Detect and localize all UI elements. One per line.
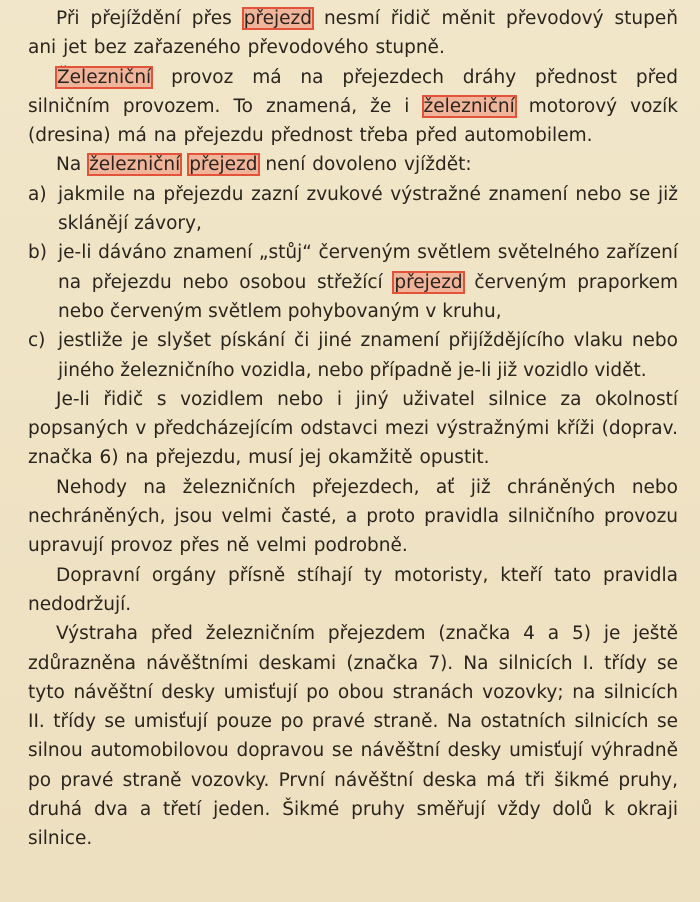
text-run: není dovoleno vjíždět: <box>258 154 472 176</box>
list-item-text <box>58 326 678 385</box>
text-run: nesmí řidič měnit převodový stupeň ani jet bez zařazeného převodového stupně. <box>28 8 678 59</box>
list-item-text <box>58 180 678 239</box>
list-item-text <box>58 238 678 326</box>
text-run: Výstraha před železničním přejezdem (značka 4 a 5) je ještě zdůrazněna návěštními deskami (značka 7). Na silnicích I. třídy se tyto návěštní desky umisťují po obou stranách vozovky; na silnicích II. třídy se umisťují pouze po pravé straně. Na ostatních silnicích se silnou automobilovou dopravou se návěštní desky umisťují výhradně po pravé straně vozovky. První návěštní deska má tři šikmé pruhy, druhá dva a třetí jeden. Šikmé pruhy směřují vždy dolů k okraji silnice. <box>28 623 678 850</box>
list-item-marker: a) <box>28 183 47 205</box>
text-run: provoz má na přejezdech dráhy přednost před silničním provozem. To znamená, že i <box>28 66 678 117</box>
list-item <box>28 180 678 239</box>
paragraph <box>28 619 678 853</box>
list-item-marker: c) <box>28 330 46 352</box>
text-run: Na <box>56 154 89 176</box>
paragraph <box>28 63 678 151</box>
text-run: jakmile na přejezdu zazní zvukové výstražné znamení nebo se již sklánějí závory, <box>58 183 678 235</box>
text-run: Nehody na železničních přejezdech, ať již chráněných nebo nechráněných, jsou velmi časté, a proto pravidla silničního provozu upravují provoz přes ně velmi podrobně. <box>28 476 678 557</box>
highlighted-term: přejezd <box>243 8 312 29</box>
paragraph <box>28 385 678 473</box>
text-run: jestliže je slyšet pískání či jiné znamení přijíždějícího vlaku nebo jiného železničního vozidla, nebo případně je-li již vozidlo vidět. <box>58 330 678 381</box>
text-run: Při přejíždění přes <box>56 8 243 29</box>
highlighted-term: Železniční <box>57 66 152 88</box>
highlighted-term: železniční <box>89 154 181 176</box>
highlighted-term: železniční <box>423 95 515 117</box>
highlighted-term: přejezd <box>189 154 258 176</box>
text-run: Je-li řidič s vozidlem nebo i jiný uživatel silnice za okolností popsaných v předcházejícím odstavci mezi výstražnými kříži (doprav. značka 6) na přejezdu, musí jej okamžitě opustit. <box>28 388 678 469</box>
list-item-marker: b) <box>28 242 47 264</box>
paragraph <box>28 4 678 63</box>
text-run: motorový vozík (dresina) má na přejezdu přednost třeba před automobilem. <box>28 95 678 147</box>
text-run: červeným praporkem nebo červeným světlem pohybovaným v kruhu, <box>58 271 679 322</box>
paragraph <box>28 150 678 179</box>
list-item <box>28 238 678 326</box>
paragraph <box>28 561 678 620</box>
highlighted-term: přejezd <box>394 271 463 293</box>
text-run: Dopravní orgány přísně stíhají ty motoristy, kteří tato pravidla nedodržují. <box>28 564 678 615</box>
list-item <box>28 326 678 385</box>
text-run: je-li dáváno znamení „stůj“ červeným světlem světelného zařízení na přejezdu nebo osobou střežící <box>58 242 678 293</box>
paragraph <box>28 473 678 561</box>
